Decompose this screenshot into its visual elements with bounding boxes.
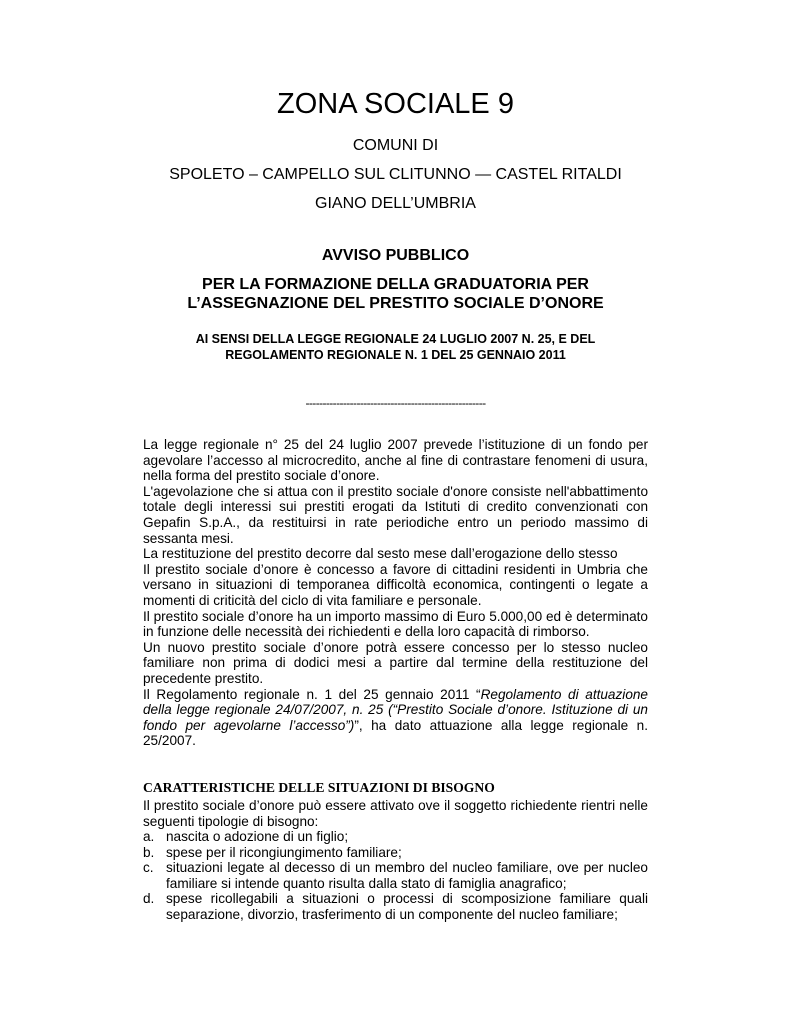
list-marker: b. [143,844,155,860]
paragraph-regulation [143,687,648,749]
paragraph-amount: Il prestito sociale d’onore ha un importo massimo di Euro 5.000,00 ed è determinato in funzione delle necessità dei richiedenti e della loro capacità di rimborso. [143,608,648,640]
regulation-text-end: ”, ha dato attuazione alla legge regionale n. 25/2007. [143,717,648,749]
list-marker: d. [143,891,155,907]
document-title: ZONA SOCIALE 9 [277,88,514,120]
municipalities-label: COMUNI DI [352,137,439,154]
municipality-giano: GIANO DELL’UMBRIA [315,195,476,212]
paragraph-fund: La legge regionale n° 25 del 24 luglio 2007 prevede l’istituzione di un fondo per agevolare l’accesso al microcredito, anche al fine di contrastare fenomeni di usura, nella forma del prestito sociale d’onore. [143,437,648,484]
regulation-title: Regolamento di attuazione della legge regionale 24/07/2007, n. 25 (“Prestito Sociale d’onore. Istituzione di un fondo per agevolarne l’accesso”) [143,686,648,733]
section-intro: Il prestito sociale d’onore può essere attivato ove il soggetto richiedente rientri nelle seguenti tipologie di bisogno: [143,798,648,829]
list-item [143,829,648,845]
legal-reference-line2: REGOLAMENTO REGIONALE N. 1 DEL 25 GENNAIO 2011 [225,348,566,362]
notice-heading: AVVISO PUBBLICO [321,247,470,264]
list-item-text: spese per il ricongiungimento familiare; [166,844,402,860]
list-item [143,845,648,861]
list-marker: a. [143,829,155,844]
list-marker: c. [143,860,154,876]
municipalities-list: SPOLETO – CAMPELLO SUL CLITUNNO — CASTEL RITALDI [169,166,622,183]
notice-subheading [0,275,791,313]
paragraph-interest: L'agevolazione che si attua con il prestito sociale d'onore consiste nell'abbattimento totale degli interessi sui prestiti erogati da Istituti di credito convenzionati con Gepafin S.p.A., da restituirsi in rate periodiche entro un periodo massimo di sessanta mesi. [143,483,648,546]
paragraph-repayment-start: La restituzione del prestito decorre dal sesto mese dall’erogazione dello stesso [143,546,618,562]
need-types-list [143,829,648,923]
paragraph-beneficiaries: Il prestito sociale d’onore è concesso a favore di cittadini residenti in Umbria che versano in situazioni di temporanea difficoltà economica, contingenti o legate a momenti di criticità del ciclo di vita familiare e personale. [143,561,648,608]
notice-subheading-line2: L’ASSEGNAZIONE DEL PRESTITO SOCIALE D’ONORE [187,295,604,312]
regulation-text-start: Il Regolamento regionale n. 1 del 25 gennaio 2011 “ [143,686,481,702]
list-item-text: nascita o adozione di un figlio; [166,829,349,844]
list-item [143,891,648,922]
list-item-text: spese ricollegabili a situazioni o processi di scomposizione familiare quali separazione, divorzio, trasferimento di un componente del nucleo familiare; [166,891,648,922]
separator-line: ----------------------------------------------------- [305,396,486,410]
body-text [143,437,648,749]
section-heading: CARATTERISTICHE DELLE SITUAZIONI DI BISOGNO [143,780,495,795]
list-item-text: situazioni legate al decesso di un membro del nucleo familiare, ove per nucleo familiare si intende quanto risulta dalla stato di famiglia anagrafico; [166,860,648,891]
legal-reference-line1: AI SENSI DELLA LEGGE REGIONALE 24 LUGLIO 2007 N. 25, E DEL [195,332,596,346]
legal-reference [0,331,791,363]
notice-subheading-line1: PER LA FORMAZIONE DELLA GRADUATORIA PER [202,276,589,293]
list-item [143,860,648,891]
paragraph-new-loan: Un nuovo prestito sociale d’onore potrà essere concesso per lo stesso nucleo familiare non prima di dodici mesi a partire dal termine della restituzione del precedente prestito. [143,639,648,686]
